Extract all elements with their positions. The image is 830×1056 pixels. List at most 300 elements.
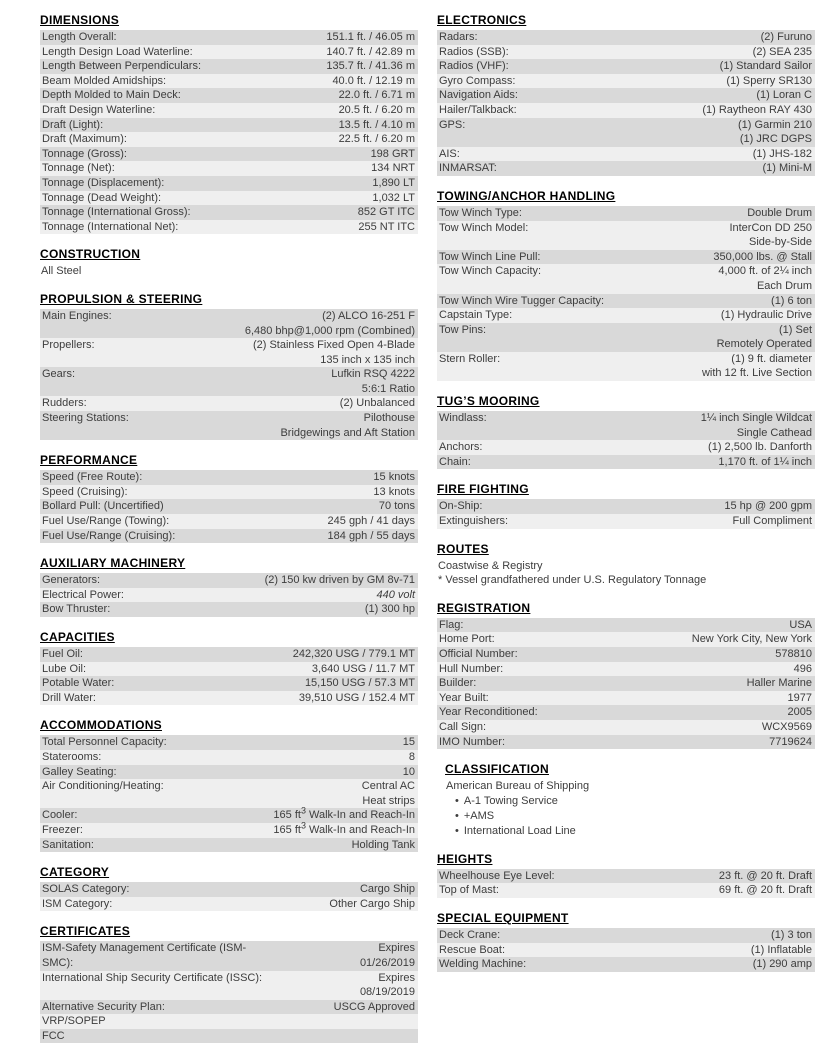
- row-label: [42, 411, 135, 440]
- value-line: 01/26/2019: [359, 956, 415, 969]
- section-heading: AUXILIARY MACHINERY: [40, 556, 186, 571]
- row-value: [106, 573, 415, 588]
- label-line: Windlass:: [439, 412, 487, 425]
- value-line: 440 volt: [376, 588, 415, 601]
- bullet-label: A-1 Towing Service: [463, 794, 558, 807]
- bullet-icon: •: [455, 809, 459, 822]
- row-label: [439, 206, 528, 221]
- spec-row: [437, 59, 815, 74]
- label-line: INMARSAT:: [439, 162, 497, 175]
- label-line: Top of Mast:: [439, 884, 499, 897]
- label-line: Navigation Aids:: [439, 89, 518, 102]
- row-value: [92, 662, 415, 677]
- row-value: [534, 221, 812, 250]
- spec-row: [40, 132, 418, 147]
- row-label: [42, 735, 173, 750]
- label-line: AIS:: [439, 147, 460, 160]
- row-value: [524, 647, 812, 662]
- label-line: Alternative Security Plan:: [42, 1000, 165, 1013]
- row-value: [133, 147, 415, 162]
- row-value: [121, 161, 415, 176]
- label-line: Anchors:: [439, 441, 483, 454]
- label-line: ISM Category:: [42, 897, 113, 910]
- row-value: [175, 514, 415, 529]
- row-label: [439, 720, 492, 735]
- row-label: [42, 573, 106, 588]
- row-label: [439, 147, 466, 162]
- value-line: (1) Sperry SR130: [726, 74, 812, 87]
- spec-row: [40, 103, 418, 118]
- value-line: 578810: [775, 648, 812, 660]
- spec-row: [40, 338, 418, 367]
- label-line: Welding Machine:: [439, 958, 527, 971]
- row-value: [120, 676, 415, 691]
- value-line: Full Compliment: [732, 515, 812, 528]
- spec-row: [40, 662, 418, 677]
- spec-row: [437, 161, 815, 176]
- spec-row: [437, 632, 815, 647]
- spec-row: [437, 294, 815, 309]
- spec-row: [40, 30, 418, 45]
- spec-row: [437, 928, 815, 943]
- bullet-item: [445, 824, 815, 839]
- value-line: (2) 150 kw driven by GM 8v-71: [264, 574, 415, 587]
- label-line: Tow Winch Line Pull:: [439, 250, 541, 263]
- label-line: Draft (Light):: [42, 118, 104, 131]
- label-line: Official Number:: [439, 648, 518, 660]
- spec-row: [40, 971, 418, 1000]
- label-line: Propellers:: [42, 339, 95, 352]
- value-line: USA: [789, 618, 812, 631]
- row-value: [501, 632, 812, 647]
- spec-row: [437, 676, 815, 691]
- row-label: [439, 411, 493, 440]
- section-registration: [437, 601, 815, 749]
- value-line: 13 knots: [373, 485, 415, 498]
- label-line: Tow Winch Wire Tugger Capacity:: [439, 294, 605, 307]
- value-line: (2) ALCO 16-251 F: [322, 309, 415, 322]
- value-line: (1) 2,500 lb. Danforth: [708, 441, 812, 454]
- spec-row: [40, 529, 418, 544]
- section-heading: ROUTES: [437, 541, 489, 556]
- row-value: [181, 529, 415, 544]
- label-line: Tonnage (International Gross):: [42, 206, 191, 219]
- row-label: [42, 882, 135, 897]
- row-value: [83, 805, 415, 823]
- spec-row: [40, 735, 418, 750]
- label-line: Drill Water:: [42, 691, 96, 704]
- row-value: [116, 602, 415, 617]
- label-line: International Ship Security Certificate (ISSC):: [42, 971, 263, 984]
- label-line: Year Built:: [439, 691, 489, 704]
- spec-row: [40, 588, 418, 603]
- bullet-icon: •: [455, 824, 459, 837]
- spec-row: [437, 735, 815, 750]
- value-line: (1) Mini-M: [762, 162, 812, 175]
- value-line: 6,480 bhp@1,000 rpm (Combined): [244, 324, 415, 337]
- label-line: Tonnage (Displacement):: [42, 176, 165, 189]
- section-dimensions: [40, 13, 418, 234]
- label-line: Tow Winch Model:: [439, 221, 529, 234]
- row-label: [42, 470, 148, 485]
- value-line: Holding Tank: [351, 838, 415, 851]
- spec-row: [40, 897, 418, 912]
- row-value: [484, 30, 812, 45]
- label-line: Length Design Load Waterline:: [42, 45, 193, 58]
- row-label: [42, 647, 89, 662]
- value-line: 1,170 ft. of 1¼ inch: [718, 455, 812, 468]
- row-label: [42, 59, 207, 74]
- section-text-line: Coastwise & Registry: [438, 559, 543, 572]
- row-label: [439, 30, 484, 45]
- row-label: [42, 485, 134, 500]
- spec-row: [437, 250, 815, 265]
- spec-row: [40, 676, 418, 691]
- row-label: [439, 632, 501, 647]
- value-line: (1) JHS-182: [752, 147, 812, 160]
- row-label: [439, 943, 511, 958]
- label-line: Gears:: [42, 368, 76, 381]
- value-line: 255 NT ITC: [358, 220, 415, 233]
- row-value: [123, 30, 415, 45]
- bullet-icon: •: [455, 794, 459, 807]
- row-value: [184, 220, 415, 235]
- spec-row: [40, 45, 418, 60]
- section-construction: [40, 247, 418, 279]
- value-line: (1) 3 ton: [771, 928, 812, 941]
- value-line: 2005: [787, 706, 812, 719]
- row-label: [439, 957, 532, 972]
- row-label: [42, 396, 93, 411]
- row-value: [173, 735, 415, 750]
- row-value: [521, 74, 812, 89]
- section-heading: PROPULSION & STEERING: [40, 291, 203, 306]
- value-line: Double Drum: [747, 206, 812, 219]
- spec-row: [437, 411, 815, 440]
- spec-row: [40, 411, 418, 440]
- spec-row: [40, 396, 418, 411]
- label-line: Length Between Perpendiculars:: [42, 60, 201, 73]
- row-value: [488, 440, 812, 455]
- bullet-label: +AMS: [463, 809, 495, 822]
- value-line: Remotely Operated: [716, 338, 812, 351]
- row-label: [42, 971, 268, 1000]
- section-performance: [40, 453, 418, 543]
- section-heading: TUG’S MOORING: [437, 394, 540, 409]
- row-label: [42, 1029, 71, 1044]
- spec-row: [437, 440, 815, 455]
- label-line: Rescue Boat:: [439, 943, 506, 956]
- section-accommodations: [40, 718, 418, 852]
- row-value: [252, 941, 415, 970]
- row-value: [506, 352, 812, 381]
- row-value: [130, 588, 415, 603]
- row-label: [439, 499, 488, 514]
- spec-row: [40, 1029, 418, 1044]
- row-value: [509, 662, 812, 677]
- row-label: [42, 118, 109, 133]
- row-label: [42, 161, 121, 176]
- row-label: [42, 897, 118, 912]
- value-line: Haller Marine: [746, 677, 812, 690]
- value-line: New York City, New York: [691, 633, 812, 646]
- section-certificates: [40, 924, 418, 1043]
- row-label: [439, 118, 471, 147]
- row-value: [488, 499, 812, 514]
- label-line: Generators:: [42, 574, 101, 587]
- value-line: with 12 ft. Live Section: [701, 367, 812, 380]
- section-fire-fighting: [437, 482, 815, 528]
- section-heading: ELECTRONICS: [437, 13, 527, 27]
- row-value: [610, 294, 812, 309]
- value-line: Central AC: [361, 780, 415, 793]
- label-line: Radios (VHF):: [439, 60, 509, 73]
- spec-row: [40, 779, 418, 808]
- value-line: 20.5 ft. / 6.20 m: [338, 103, 415, 116]
- spec-row: [40, 220, 418, 235]
- spec-row: [437, 221, 815, 250]
- row-label: [439, 735, 511, 750]
- section-classification: [445, 762, 815, 839]
- row-value: [505, 883, 812, 898]
- row-value: [102, 691, 415, 706]
- label-line: Beam Molded Amidships:: [42, 74, 167, 87]
- spec-row: [40, 805, 418, 823]
- spec-row: [40, 470, 418, 485]
- value-line: (1) Loran C: [756, 89, 812, 102]
- label-line: Tow Winch Capacity:: [439, 265, 542, 278]
- value-line: 135.7 ft. / 41.36 m: [326, 60, 415, 73]
- value-line: 135 inch x 135 inch: [320, 353, 415, 366]
- row-value: [170, 176, 415, 191]
- spec-row: [40, 514, 418, 529]
- label-line: Chain:: [439, 455, 471, 468]
- row-label: [439, 45, 515, 60]
- value-line: 184 gph / 55 days: [327, 529, 415, 542]
- spec-row: [437, 647, 815, 662]
- row-label: [42, 529, 181, 544]
- row-label: [42, 367, 81, 396]
- spec-row: [40, 1000, 418, 1015]
- label-line: Tonnage (Dead Weight):: [42, 191, 162, 204]
- row-value: [81, 367, 415, 396]
- label-line: Year Reconditioned:: [439, 706, 538, 719]
- label-line: Call Sign:: [439, 720, 487, 733]
- row-label: [42, 676, 120, 691]
- spec-row: [40, 191, 418, 206]
- label-line: Tonnage (Net):: [42, 162, 115, 175]
- row-value: [171, 1000, 415, 1015]
- row-value: [511, 735, 812, 750]
- section-heading: ACCOMMODATIONS: [40, 718, 162, 733]
- label-line: Tow Winch Type:: [439, 206, 522, 219]
- row-label: [42, 147, 133, 162]
- label-line: IMO Number:: [439, 735, 506, 748]
- label-line: Potable Water:: [42, 677, 115, 690]
- value-line: 40.0 ft. / 12.19 m: [332, 74, 415, 87]
- spec-row: [437, 499, 815, 514]
- row-value: [123, 765, 415, 780]
- row-label: [42, 191, 167, 206]
- row-value: [515, 45, 812, 60]
- row-value: [523, 103, 812, 118]
- value-line: Cargo Ship: [359, 883, 415, 896]
- spec-row: [437, 869, 815, 884]
- section-heading: FIRE FIGHTING: [437, 482, 529, 497]
- row-label: [439, 455, 477, 470]
- value-line: Bridgewings and Aft Station: [280, 426, 415, 439]
- row-value: [93, 396, 415, 411]
- label-line: Rudders:: [42, 397, 87, 410]
- row-label: [42, 74, 172, 89]
- row-label: [42, 691, 102, 706]
- row-label: [42, 750, 107, 765]
- value-line: 4,000 ft. of 2¼ inch: [718, 265, 812, 278]
- bullet-label: International Load Line: [463, 824, 576, 837]
- value-line: 151.1 ft. / 46.05 m: [326, 31, 415, 43]
- value-line: 5:6:1 Ratio: [361, 382, 415, 395]
- spec-row: [40, 647, 418, 662]
- spec-row: [437, 264, 815, 293]
- row-label: [42, 765, 123, 780]
- label-line: Length Overall:: [42, 31, 117, 43]
- row-label: [42, 176, 170, 191]
- spec-row: [40, 602, 418, 617]
- value-line: 496: [793, 662, 812, 675]
- section-propulsion-steering: [40, 292, 418, 440]
- row-label: [42, 220, 184, 235]
- row-label: [439, 88, 524, 103]
- label-line: Flag:: [439, 618, 464, 631]
- section-heading: CLASSIFICATION: [445, 762, 549, 777]
- label-line: SOLAS Category:: [42, 883, 130, 896]
- row-value: [506, 928, 812, 943]
- row-value: [268, 971, 415, 1000]
- section-heading: HEIGHTS: [437, 851, 493, 866]
- label-line: Gyro Compass:: [439, 74, 516, 87]
- value-line: 8: [408, 750, 415, 763]
- section-text-line: All Steel: [41, 265, 82, 278]
- spec-row: [437, 705, 815, 720]
- label-line: GPS:: [439, 118, 466, 131]
- section-special-equipment: [437, 911, 815, 972]
- value-line: Other Cargo Ship: [329, 897, 415, 910]
- spec-row: [40, 882, 418, 897]
- row-value: [528, 206, 812, 221]
- row-label: [439, 691, 495, 706]
- spec-row: [40, 59, 418, 74]
- spec-row: [40, 205, 418, 220]
- row-value: [482, 676, 812, 691]
- row-label: [42, 941, 252, 970]
- row-value: [503, 161, 812, 176]
- row-label: [439, 264, 547, 293]
- row-value: [514, 514, 812, 529]
- spec-row: [437, 308, 815, 323]
- row-label: [42, 103, 161, 118]
- spec-row: [437, 618, 815, 633]
- value-line: 1977: [787, 691, 812, 704]
- row-value: [101, 338, 415, 367]
- row-value: [515, 59, 812, 74]
- section-tugs-mooring: [437, 394, 815, 469]
- spec-row: [437, 455, 815, 470]
- value-line: 242,320 USG / 779.1 MT: [292, 648, 415, 660]
- label-line: Galley Seating:: [42, 765, 117, 778]
- section-text-line: American Bureau of Shipping: [446, 780, 590, 793]
- section-capacities: [40, 630, 418, 705]
- row-value: [107, 750, 415, 765]
- label-line: Lube Oil:: [42, 662, 87, 675]
- section-routes: [437, 542, 815, 588]
- row-value: [148, 470, 415, 485]
- spec-row: [40, 838, 418, 853]
- row-label: [42, 588, 130, 603]
- section-heading: CATEGORY: [40, 865, 110, 880]
- spec-row: [40, 765, 418, 780]
- label-line: Draft Design Waterline:: [42, 103, 156, 116]
- label-line: Steering Stations:: [42, 412, 129, 425]
- row-label: [439, 323, 492, 352]
- row-label: [439, 869, 561, 884]
- bullet-item: [445, 794, 815, 809]
- row-value: [471, 118, 812, 147]
- section-heading: SPECIAL EQUIPMENT: [437, 910, 569, 925]
- row-label: [42, 823, 89, 838]
- row-value: [167, 191, 415, 206]
- spec-row: [40, 147, 418, 162]
- value-line: (1) Set: [778, 323, 812, 336]
- row-value: [170, 779, 415, 808]
- row-label: [439, 705, 544, 720]
- value-line: Heat strips: [362, 794, 415, 807]
- row-label: [439, 103, 523, 118]
- label-line: Fuel Use/Range (Cruising):: [42, 529, 176, 542]
- row-label: [439, 352, 506, 381]
- column-right: [437, 13, 815, 1056]
- label-line: Speed (Free Route):: [42, 471, 143, 484]
- spec-row: [40, 118, 418, 133]
- label-line: Hailer/Talkback:: [439, 103, 517, 116]
- row-value: [544, 705, 812, 720]
- value-line: Pilothouse: [363, 412, 415, 425]
- row-value: [133, 132, 415, 147]
- row-label: [439, 440, 488, 455]
- label-line: Deck Crane:: [439, 928, 501, 941]
- row-label: [42, 338, 101, 367]
- row-label: [439, 928, 506, 943]
- row-value: [492, 720, 812, 735]
- label-line: Hull Number:: [439, 662, 504, 675]
- row-label: [439, 221, 534, 250]
- label-line: Electrical Power:: [42, 588, 124, 601]
- value-line: 140.7 ft. / 42.89 m: [326, 45, 415, 58]
- label-line: Draft (Maximum):: [42, 133, 127, 146]
- value-line: 22.0 ft. / 6.71 m: [338, 89, 415, 102]
- row-label: [42, 205, 197, 220]
- spec-row: [40, 176, 418, 191]
- value-line: (1) Inflatable: [750, 943, 812, 956]
- label-line: Tonnage (Gross):: [42, 147, 127, 160]
- row-label: [439, 59, 515, 74]
- spec-row: [437, 206, 815, 221]
- row-label: [42, 132, 133, 147]
- row-value: [199, 45, 415, 60]
- spec-row: [437, 662, 815, 677]
- label-line: Tow Pins:: [439, 323, 487, 336]
- bullet-item: [445, 809, 815, 824]
- value-line: (2) SEA 235: [752, 45, 812, 58]
